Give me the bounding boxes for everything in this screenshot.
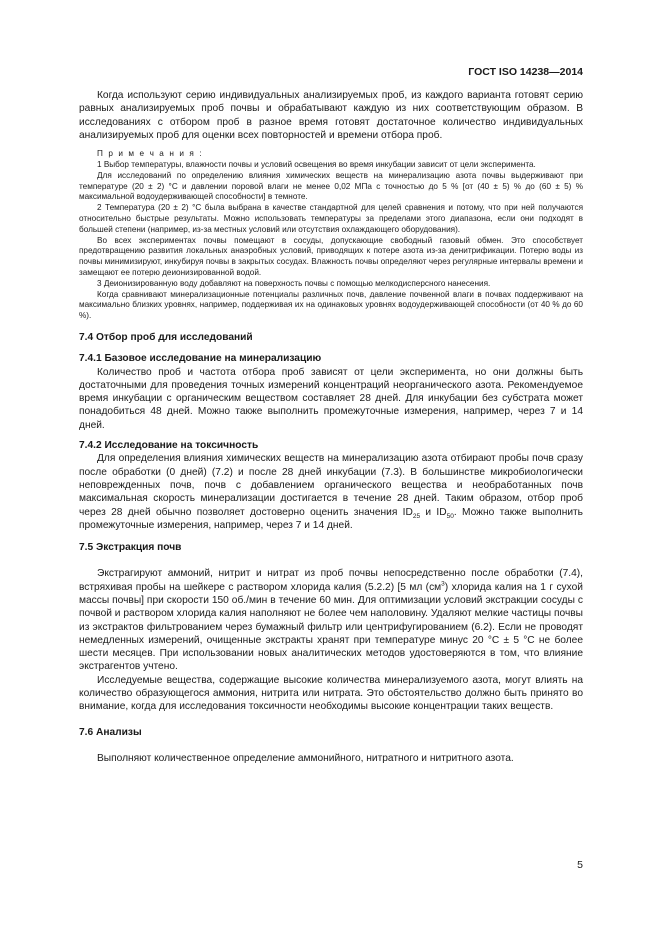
- superscript-3: 3: [441, 580, 445, 588]
- section-7-5-paragraph-2: Исследуемые вещества, содержащие высокие количества минерализуемого азота, могут влиять на количество образующегося аммония, нитрита или нитрата. Это обстоятельство должно быть принято во внимание, когда для исследования токсичности необходимы высокие концентрации таких веществ.: [79, 674, 583, 713]
- note-item: 3 Деионизированную воду добавляют на поверхность почвы с помощью мелкодисперсного нанесения.: [97, 278, 491, 288]
- notes-title: П р и м е ч а н и я :: [97, 149, 204, 159]
- intro-paragraph: Когда используют серию индивидуальных анализируемых проб, из каждого варианта готовят серию равных анализируемых проб почвы и обрабатывают каждую из них соответствующим образом. В исследованиях с отбором проб в разное время готовят достаточное количество индивидуальных анализируемых проб для оценки всех повторностей и времени отбора проб.: [79, 90, 583, 141]
- section-heading-7-5: 7.5 Экстракция почв: [79, 542, 182, 554]
- text-run: Экстрагируют аммоний, нитрит и нитрат из проб почвы непосредственно после обработки (7.4), встряхивая пробы на шейкере с раствором хлорида калия (5.2.2) [5 мл (см: [79, 568, 583, 593]
- section-heading-7-4-1: 7.4.1 Базовое исследование на минерализацию: [79, 353, 322, 365]
- section-heading-7-4-2: 7.4.2 Исследование на токсичность: [79, 440, 259, 452]
- note-item: Во всех экспериментах почвы помещают в сосуды, допускающие свободный газовый обмен. Это способствует предотвращению развития локальных анаэробных условий, приводящих к потере азота из-за денитрификации. Потерю воды из почвы минимизируют, инкубируя почвы в закрытых сосудах. Влажность почвы определяют через регулярные интервалы времени и замещают ее потерю деионизированной водой.: [79, 235, 583, 277]
- text-run: Для определения влияния химических веществ на минерализацию азота отбирают пробы почв сразу после обработки (0 дней) (7.2) и после 28 дней инкубации (7.3). В большинстве микробиологически неповрежденных почв, почв с добавлением органического вещества и необработанных почв максимальная скорость минерализации достигается в течение 28 дней. Таким образом, отбор проб через 28 дней обычно позволяет достоверно оценить значения ID: [79, 453, 583, 518]
- text-run: ) хлорида калия на 1 г сухой массы почвы] при скорости 150 об./мин в течение 60 мин. Для оптимизации условий экстракции сосуды с почвой и раствором хлорида калия наполняют не более чем наполовину. Удаляют мелкие частицы почвы из экстрактов фильтрованием через бумажный фильтр или центрифугированием (6.2). Если не проводят немедленных измерений, очищенные экстракты хранят при температуре минус 20 °С ± 5 °С не более шести месяцев. При использовании новых аналитических методов удостоверяются в том, что влияние экстрагентов учтено.: [79, 581, 583, 673]
- section-heading-7-6: 7.6 Анализы: [79, 726, 142, 738]
- page-number: 5: [577, 859, 583, 871]
- section-7-5-paragraph-1: [79, 567, 583, 673]
- notes-block: [79, 149, 583, 322]
- page-content: [79, 89, 583, 765]
- note-item: Когда сравнивают минерализационные потенциалы различных почв, давление почвенной влаги в почвах поддерживают на максимально близких уровнях, например, поддерживая их на одинаковых уровнях водоудерживающей способности (от 40 % до 60 %).: [79, 289, 583, 321]
- subscript-50: 50: [446, 512, 454, 520]
- section-7-6-paragraph: Выполняют количественное определение аммонийного, нитратного и нитритного азота.: [97, 752, 514, 764]
- text-run: . Можно также выполнить промежуточные измерения, например, через 7 и 14 дней.: [79, 506, 583, 531]
- subscript-25: 25: [412, 512, 421, 520]
- text-run: и ID: [420, 506, 447, 518]
- note-item: 2 Температура (20 ± 2) °С была выбрана в качестве стандартной для целей сравнения и потому, что при ней получаются относительно быстрые результаты. Можно использовать температуры за пределами этого диапазона, если они подходят в большей степени (например, из-за местных условий или отсутствия охлаждающего оборудования).: [79, 203, 583, 234]
- section-7-4-1-paragraph: Количество проб и частота отбора проб зависят от цели эксперимента, но они должны быть достаточными для проведения точных измерений концентраций неорганического азота. Рекомендуемое время инкубации с органическим веществом составляет 28 дней. Для инкубации без субстрата может понадобиться 48 дней. Можно также выполнить промежуточные измерения, например, через 7 и 14 дней.: [79, 366, 583, 431]
- note-item: Для исследований по определению влияния химических веществ на минерализацию азота почвы выдерживают при температуре (20 ± 2) °С и давлении поровой влаги не менее 0,02 МПа с точностью до 5 % [от (40 ± 5) % до (60 ± 5) % максимальной водоудерживающей способности] в темноте.: [79, 170, 583, 202]
- note-item: 1 Выбор температуры, влажности почвы и условий освещения во время инкубации зависит от цели эксперимента.: [97, 159, 536, 169]
- section-7-4-2-paragraph: [79, 452, 583, 532]
- standard-header: ГОСТ ISO 14238—2014: [468, 66, 583, 78]
- section-heading-7-4: 7.4 Отбор проб для исследований: [79, 331, 253, 343]
